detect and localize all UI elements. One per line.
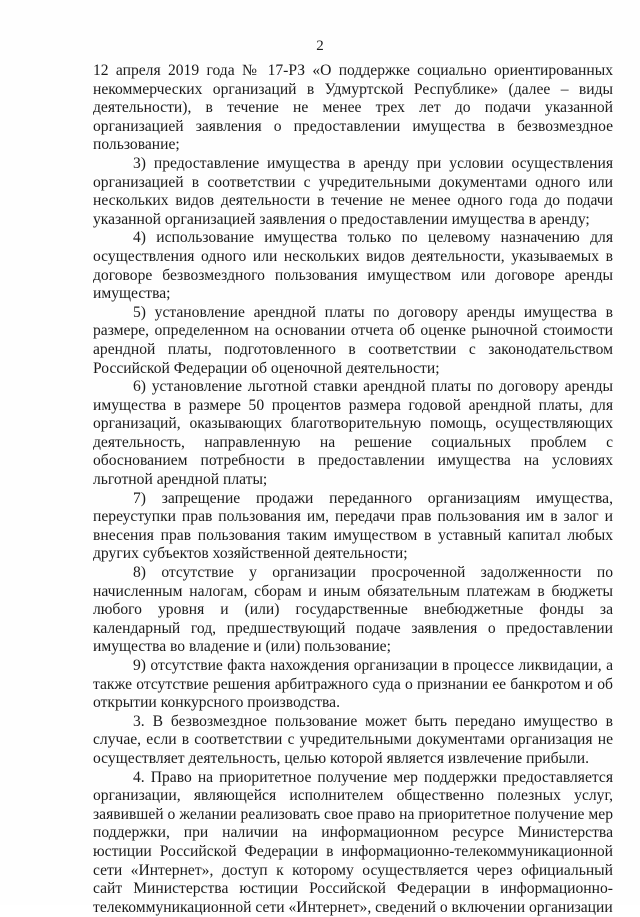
paragraph-item-4: 4) использование имущества только по целевому назначению для осуществления одного или нескольких видов деятельности, указываемых в договоре безвозмездного пользования имуществом или договоре аренды имущества; [93,229,613,303]
paragraph-continuation: 12 апреля 2019 года № 17-РЗ «О поддержке социально ориентированных некоммерческих организаций в Удмуртской Республике» (далее – виды деятельности), в течение не менее трех лет до подачи указанной организацией заявления о предоставлении имущества в безвозмездное пользование; [93,62,613,154]
paragraph-item-9: 9) отсутствие факта нахождения организации в процессе ликвидации, а также отсутствие решения арбитражного суда о признании ее банкротом и об открытии конкурсного производства. [93,657,613,712]
paragraph-item-8: 8) отсутствие у организации просроченной задолженности по начисленным налогам, сборам и иным обязательным платежам в бюджеты любого уровня и (или) государственные внебюджетные фонды за календарный год, предшествующий подаче заявления о предоставлении имущества во владение и (или) пользование; [93,564,613,656]
paragraph-item-3: 3) предоставление имущества в аренду при условии осуществления организацией в соответствии с учредительными документами одного или нескольких видов деятельности в течение не менее одного года до подачи указанной организацией заявления о предоставлении имущества в аренду; [93,154,613,228]
paragraph-item-5: 5) установление арендной платы по договору аренды имущества в размере, определенном на основании отчета об оценке рыночной стоимости арендной платы, подготовленного в соответствии с законодательством Российской Федерации об оценочной деятельности; [93,303,613,377]
paragraph-section-3: 3. В безвозмездное пользование может быть передано имущество в случае, если в соответствии с учредительными документами организация не осуществляет деятельность, целью которой является извлечение прибыли. [93,712,613,767]
document-body [93,62,613,917]
page-number: 2 [316,38,324,54]
paragraph-item-6: 6) установление льготной ставки арендной платы по договору аренды имущества в размере 50 процентов размера годовой арендной платы, для организаций, оказывающих благотворительную помощь, осуществляющих деятельность, направленную на решение социальных проблем с обоснованием потребности в предоставлении имущества на условиях льготной арендной платы; [93,378,613,489]
paragraph-item-7: 7) запрещение продажи переданного организациям имущества, переуступки прав пользования им, передачи прав пользования им в залог и внесения прав пользования таким имуществом в уставный капитал любых других субъектов хозяйственной деятельности; [93,489,613,563]
paragraph-section-4: 4. Право на приоритетное получение мер поддержки предоставляется организации, являющейся исполнителем общественно полезных услуг, заявившей о желании реализовать свое право на приоритетное получение мер поддержки, при наличии на информационном ресурсе Министерства юстиции Российской Федерации в информационно-телекоммуникационной сети «Интернет», доступ к которому осуществляется через официальный сайт Министерства юстиции Российской Федерации в информационно-телекоммуникационной сети «Интернет», сведений о включении организации [93,768,613,916]
